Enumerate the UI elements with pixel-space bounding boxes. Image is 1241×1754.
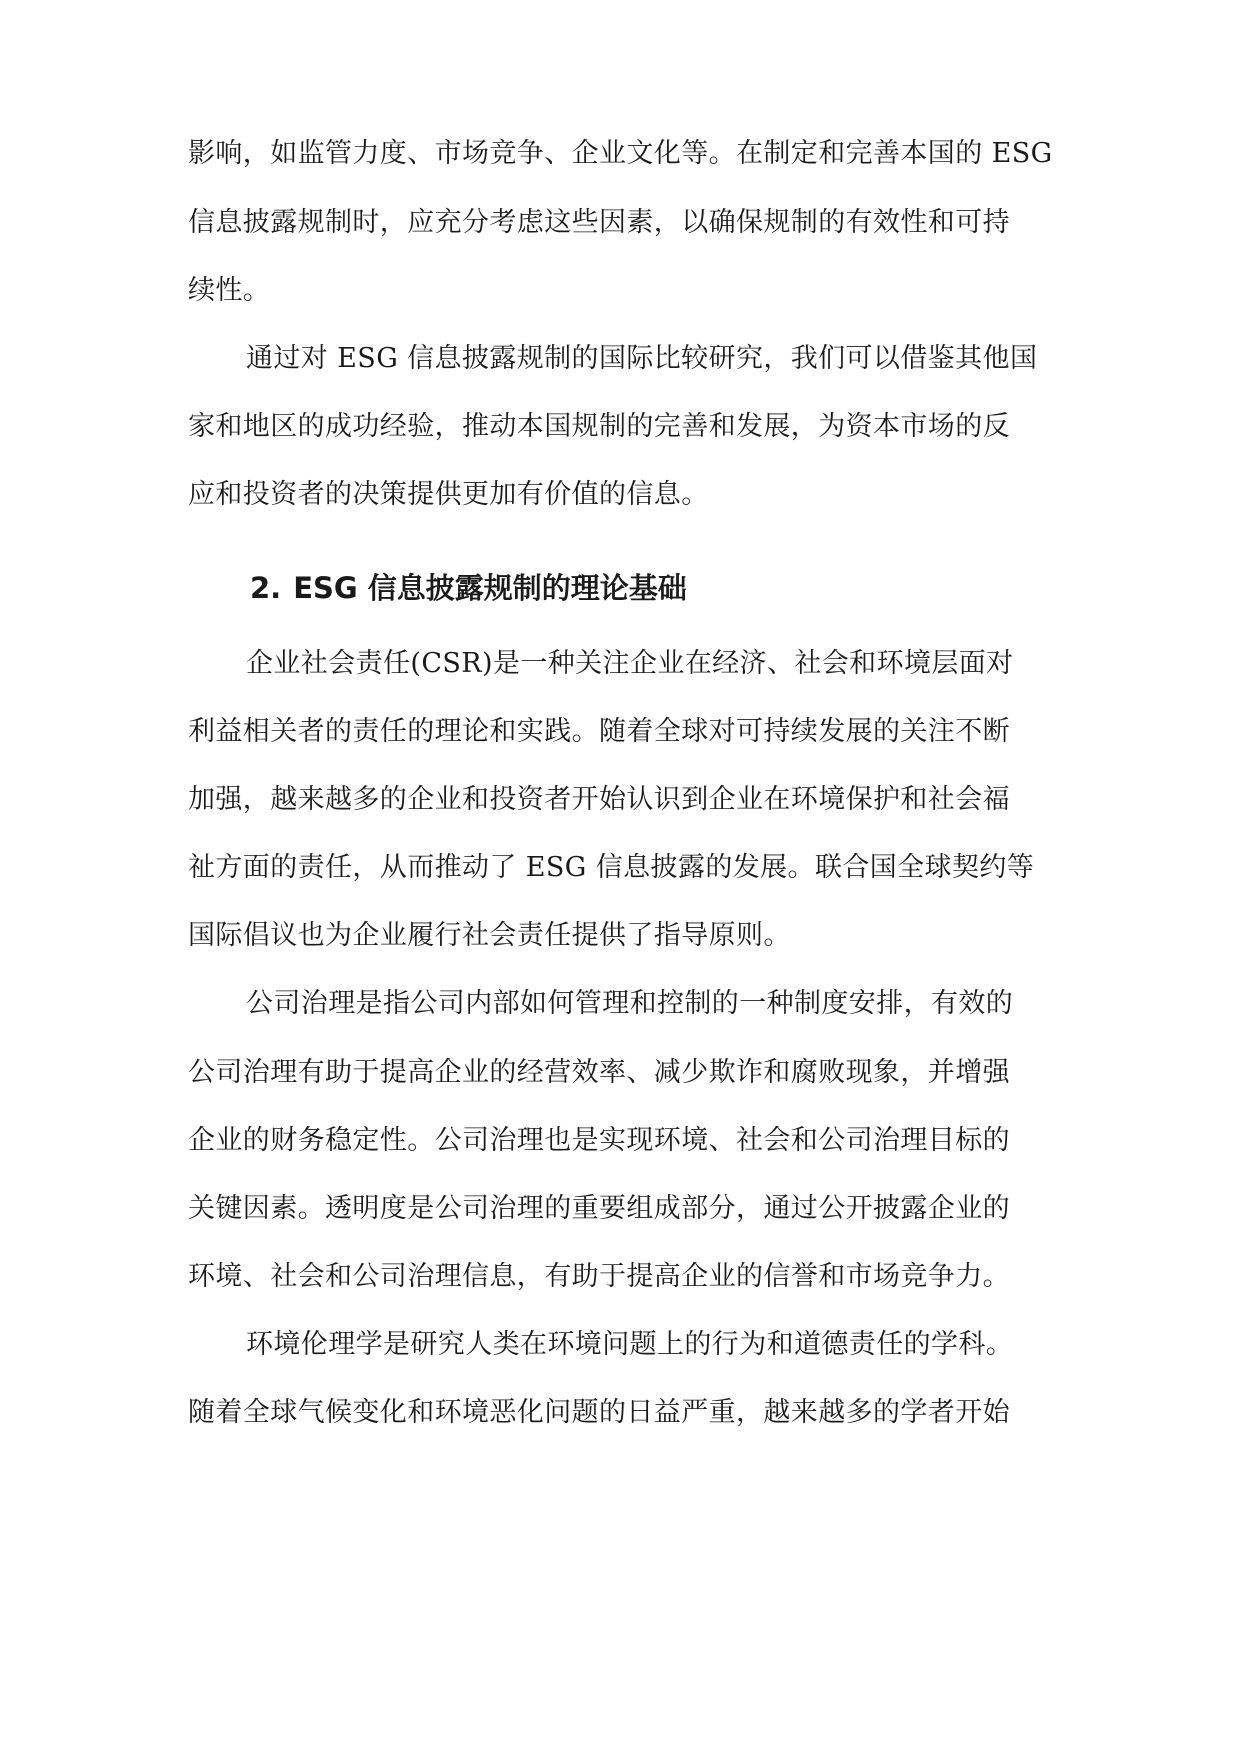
text-line: 公司治理有助于提高企业的经营效率、减少欺诈和腐败现象，并增强 (188, 1057, 1010, 1088)
section-title: ESG 信息披露规制的理论基础 (293, 571, 687, 605)
text-line: 企业的财务稳定性。公司治理也是实现环境、社会和公司治理目标的 (188, 1125, 1010, 1156)
text-line: 应和投资者的决策提供更加有价值的信息。 (188, 479, 709, 510)
text-line: 关键因素。透明度是公司治理的重要组成部分，通过公开披露企业的 (188, 1193, 1010, 1224)
text-line: 加强，越来越多的企业和投资者开始认识到企业在环境保护和社会福 (188, 784, 1010, 815)
text-line: 环境伦理学是研究人类在环境问题上的行为和道德责任的学科。 (246, 1329, 1014, 1360)
text-line: 通过对 ESG 信息披露规制的国际比较研究，我们可以借鉴其他国 (246, 343, 1038, 374)
text-line: 国际倡议也为企业履行社会责任提供了指导原则。 (188, 920, 791, 951)
text-line: 祉方面的责任，从而推动了 ESG 信息披露的发展。联合国全球契约等 (188, 852, 1035, 883)
text-line: 续性。 (188, 275, 271, 306)
text-line: 家和地区的成功经验，推动本国规制的完善和发展，为资本市场的反 (188, 411, 1010, 442)
text-line: 随着全球气候变化和环境恶化问题的日益严重，越来越多的学者开始 (188, 1397, 1010, 1428)
text-line: 信息披露规制时，应充分考虑这些因素，以确保规制的有效性和可持 (188, 207, 1010, 238)
text-line: 公司治理是指公司内部如何管理和控制的一种制度安排，有效的 (246, 988, 1014, 1019)
section-heading (250, 569, 1050, 607)
text-line: 利益相关者的责任的理论和实践。随着全球对可持续发展的关注不断 (188, 716, 1010, 747)
section-number: 2. (250, 571, 282, 605)
text-line: 影响，如监管力度、市场竞争、企业文化等。在制定和完善本国的 ESG (188, 138, 1053, 169)
text-line: 企业社会责任(CSR)是一种关注企业在经济、社会和环境层面对 (246, 648, 1014, 679)
text-line: 环境、社会和公司治理信息，有助于提高企业的信誉和市场竞争力。 (188, 1261, 1010, 1292)
